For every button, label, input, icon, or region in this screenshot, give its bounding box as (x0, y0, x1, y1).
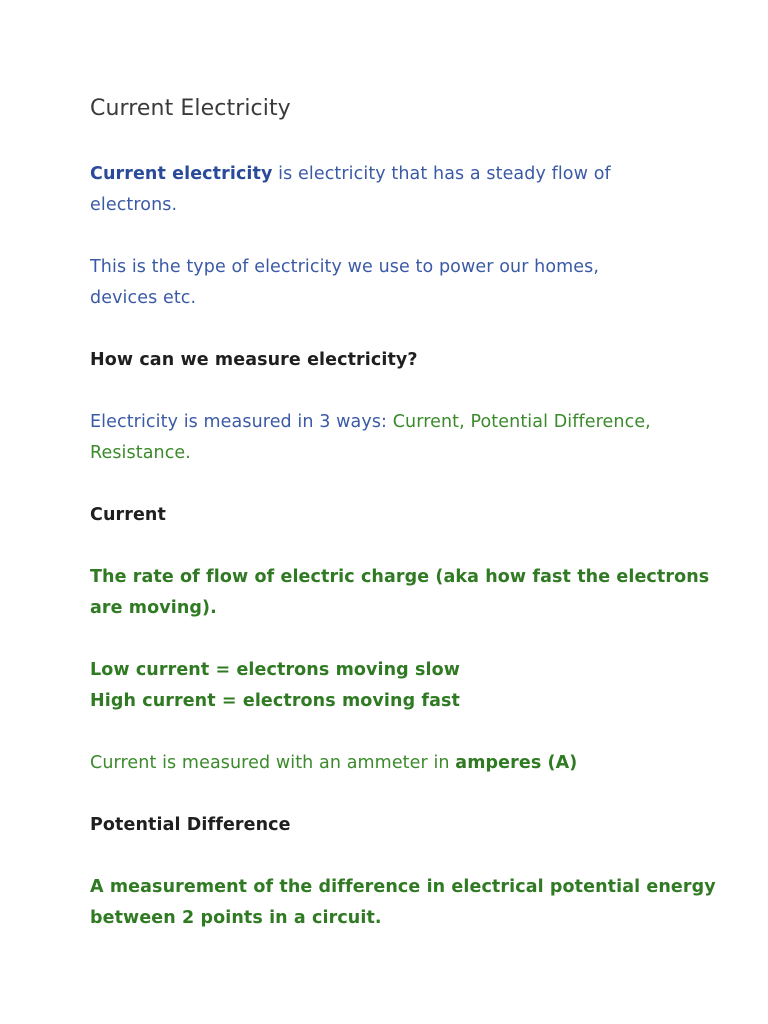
current-definition-line-2: are moving). (90, 598, 217, 618)
measured-items-text: Current, Potential Difference, (392, 412, 651, 432)
low-current-line: Low current = electrons moving slow (90, 660, 461, 680)
paragraph-type-line-1: This is the type of electricity we use to power our homes, (90, 257, 600, 277)
heading-potential-difference: Potential Difference (90, 815, 291, 835)
paragraph-measured-3-ways-line-2: Resistance. (90, 443, 191, 463)
unit-amperes: amperes (A) (455, 753, 578, 773)
heading-how-measure: How can we measure electricity? (90, 350, 418, 370)
current-measured-line (90, 753, 577, 773)
definition-text: is electricity that has a steady flow of (272, 164, 611, 184)
heading-current: Current (90, 505, 166, 525)
high-current-line: High current = electrons moving fast (90, 691, 460, 711)
paragraph-measured-3-ways-line-1 (90, 412, 651, 432)
paragraph-current-electricity-line-2: electrons. (90, 195, 178, 215)
measured-lead-text: Electricity is measured in 3 ways: (90, 412, 393, 432)
pd-definition-line-1: A measurement of the difference in electrical potential energy (90, 877, 716, 897)
term-current-electricity: Current electricity (90, 164, 273, 184)
current-measured-lead: Current is measured with an ammeter in (90, 753, 456, 773)
current-definition-line-1: The rate of flow of electric charge (aka how fast the electrons (90, 567, 710, 587)
paragraph-current-electricity-line-1 (90, 164, 611, 184)
paragraph-type-line-2: devices etc. (90, 288, 197, 308)
pd-definition-line-2: between 2 points in a circuit. (90, 908, 382, 928)
document-title: Current Electricity (90, 96, 291, 121)
